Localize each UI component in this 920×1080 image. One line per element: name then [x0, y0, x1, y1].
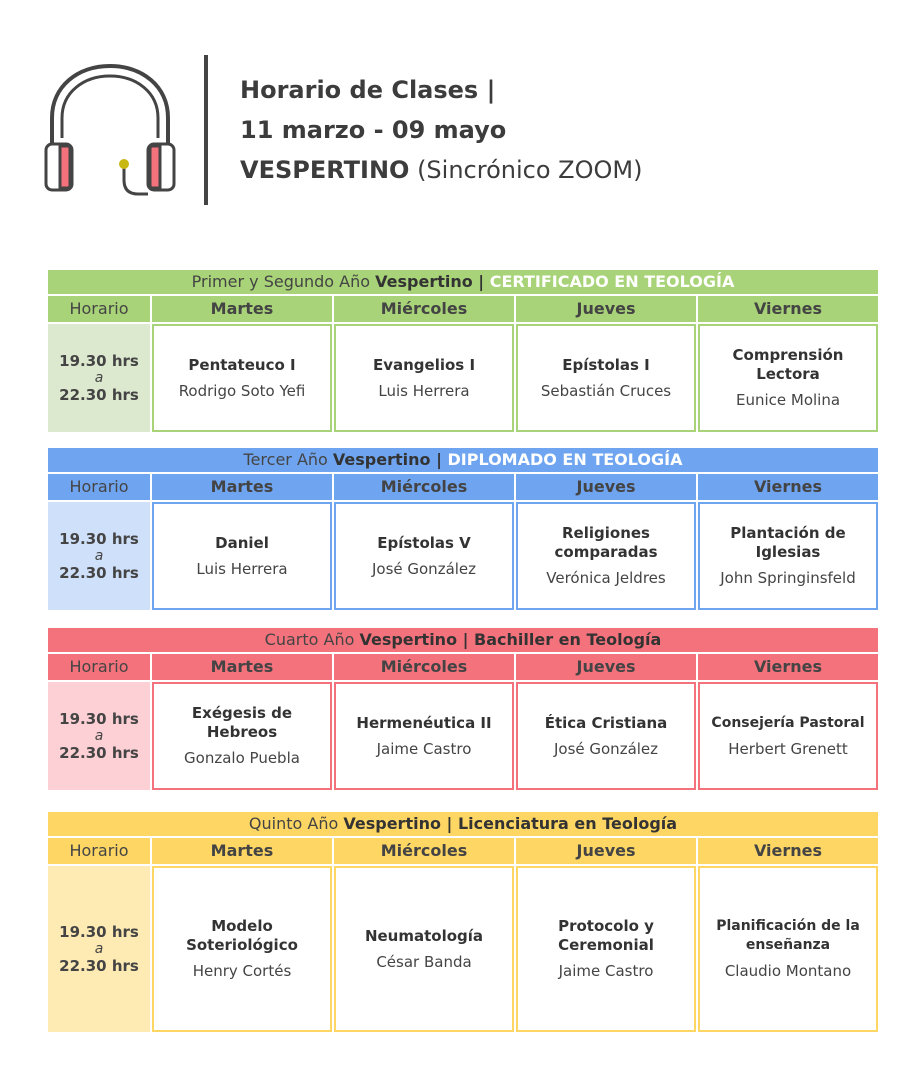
- class-cell-miercoles: [334, 324, 514, 432]
- class-teacher: Jaime Castro: [376, 739, 472, 758]
- class-teacher: Eunice Molina: [735, 391, 841, 409]
- class-teacher: Herbert Grenett: [728, 739, 848, 758]
- section-program: Bachiller en Teología: [474, 630, 662, 649]
- day-viernes: Viernes: [698, 838, 878, 864]
- day-jueves: Jueves: [516, 474, 696, 500]
- time-cell: [48, 682, 150, 790]
- class-cell-viernes: [698, 324, 878, 432]
- title-date-range: 11 marzo - 09 mayo: [240, 116, 507, 144]
- day-header-row: [48, 296, 878, 322]
- class-subject: Epístolas V: [377, 533, 471, 552]
- schedule-section-third-year: [48, 448, 878, 610]
- section-header: [48, 628, 878, 652]
- class-cell-viernes: [698, 502, 878, 610]
- class-cell-viernes: [698, 682, 878, 790]
- schedule-section-fifth-year: [48, 812, 878, 1032]
- section-program: CERTIFICADO EN TEOLOGÍA: [489, 272, 735, 291]
- class-cell-miercoles: [334, 682, 514, 790]
- day-miercoles: Miércoles: [334, 654, 514, 680]
- class-subject: Daniel: [215, 533, 269, 552]
- day-martes: Martes: [152, 296, 332, 322]
- section-shift: Vespertino: [375, 272, 473, 291]
- section-program: DIPLOMADO EN TEOLOGÍA: [447, 450, 683, 469]
- header-divider: [204, 55, 208, 205]
- headphones-icon: [40, 58, 180, 198]
- class-teacher: Verónica Jeldres: [546, 569, 666, 587]
- time-start: 19.30 hrs: [59, 709, 139, 728]
- time-end: 22.30 hrs: [59, 563, 139, 582]
- section-shift: Vespertino: [359, 630, 458, 649]
- day-header-row: [48, 654, 878, 680]
- day-jueves: Jueves: [516, 296, 696, 322]
- class-cell-jueves: [516, 682, 696, 790]
- class-subject: Exégesis de Hebreos: [191, 704, 293, 741]
- class-subject: Neumatología: [364, 926, 484, 945]
- class-subject: Hermenéutica II: [356, 713, 492, 732]
- day-miercoles: Miércoles: [334, 474, 514, 500]
- class-teacher: Sebastián Cruces: [540, 381, 672, 400]
- day-viernes: Viernes: [698, 654, 878, 680]
- class-teacher: Rodrigo Soto Yefi: [178, 381, 306, 400]
- section-year: Tercer Año: [243, 450, 333, 469]
- class-cell-martes: [152, 866, 332, 1032]
- section-header: [48, 812, 878, 836]
- section-shift: Vespertino: [343, 814, 441, 833]
- time-cell: [48, 866, 150, 1032]
- day-jueves: Jueves: [516, 654, 696, 680]
- class-subject: Comprensión Lectora: [732, 346, 844, 383]
- class-teacher: John Springinsfeld: [720, 569, 856, 587]
- time-start: 19.30 hrs: [59, 529, 139, 548]
- class-subject: Epístolas I: [562, 355, 650, 374]
- class-cell-jueves: [516, 324, 696, 432]
- day-martes: Martes: [152, 838, 332, 864]
- day-miercoles: Miércoles: [334, 296, 514, 322]
- class-row: [48, 324, 878, 432]
- class-cell-jueves: [516, 502, 696, 610]
- title-line-1: Horario de Clases |: [240, 76, 496, 104]
- title-line-3: [240, 150, 642, 190]
- class-cell-martes: [152, 682, 332, 790]
- title-modality: (Sincrónico ZOOM): [409, 156, 643, 184]
- time-connector: a: [94, 727, 104, 744]
- time-connector: a: [94, 547, 104, 564]
- class-cell-miercoles: [334, 502, 514, 610]
- class-teacher: César Banda: [376, 952, 472, 971]
- page-title: [240, 70, 642, 190]
- class-teacher: José González: [553, 739, 659, 758]
- class-teacher: Jaime Castro: [558, 962, 654, 980]
- class-cell-martes: [152, 324, 332, 432]
- class-cell-martes: [152, 502, 332, 610]
- class-subject: Modelo Soteriológico: [186, 917, 298, 954]
- section-separator: |: [440, 814, 458, 833]
- class-teacher: Luis Herrera: [196, 559, 288, 578]
- class-cell-viernes: [698, 866, 878, 1032]
- title-vespertino: VESPERTINO: [240, 156, 410, 184]
- class-teacher: Luis Herrera: [378, 381, 470, 400]
- class-subject: Pentateuco I: [188, 355, 296, 374]
- day-viernes: Viernes: [698, 474, 878, 500]
- section-separator: |: [472, 272, 490, 291]
- section-year: Quinto Año: [248, 814, 344, 833]
- time-connector: a: [94, 940, 104, 957]
- class-teacher: Claudio Montano: [724, 962, 852, 980]
- day-header-row: [48, 838, 878, 864]
- class-subject: Planificación de la enseñanza: [716, 918, 860, 953]
- section-program: Licenciatura en Teología: [457, 814, 678, 833]
- class-subject: Evangelios I: [372, 355, 476, 374]
- time-start: 19.30 hrs: [59, 922, 139, 941]
- class-teacher: Gonzalo Puebla: [184, 749, 300, 767]
- time-end: 22.30 hrs: [59, 385, 139, 404]
- time-connector: a: [94, 369, 104, 386]
- horario-label: Horario: [48, 838, 150, 864]
- class-row: [48, 502, 878, 610]
- section-separator: |: [430, 450, 448, 469]
- section-header: [48, 270, 878, 294]
- page-header: [0, 0, 920, 230]
- schedule-section-first-second-year: [48, 270, 878, 432]
- day-viernes: Viernes: [698, 296, 878, 322]
- class-subject: Ética Cristiana: [544, 713, 668, 732]
- horario-label: Horario: [48, 296, 150, 322]
- class-cell-jueves: [516, 866, 696, 1032]
- time-end: 22.30 hrs: [59, 743, 139, 762]
- day-jueves: Jueves: [516, 838, 696, 864]
- class-row: [48, 866, 878, 1032]
- horario-label: Horario: [48, 654, 150, 680]
- class-subject: Plantación de Iglesias: [730, 524, 846, 561]
- time-cell: [48, 324, 150, 432]
- class-subject: Religiones comparadas: [554, 524, 658, 561]
- class-subject: Protocolo y Ceremonial: [558, 917, 654, 954]
- day-martes: Martes: [152, 474, 332, 500]
- section-separator: |: [457, 630, 475, 649]
- section-year: Primer y Segundo Año: [191, 272, 376, 291]
- class-row: [48, 682, 878, 790]
- class-subject: Consejería Pastoral: [711, 714, 865, 731]
- section-year: Cuarto Año: [264, 630, 360, 649]
- day-miercoles: Miércoles: [334, 838, 514, 864]
- section-shift: Vespertino: [332, 450, 431, 469]
- time-start: 19.30 hrs: [59, 351, 139, 370]
- day-martes: Martes: [152, 654, 332, 680]
- day-header-row: [48, 474, 878, 500]
- class-teacher: Henry Cortés: [192, 962, 292, 980]
- class-teacher: José González: [371, 559, 477, 578]
- class-cell-miercoles: [334, 866, 514, 1032]
- time-end: 22.30 hrs: [59, 956, 139, 975]
- section-header: [48, 448, 878, 472]
- time-cell: [48, 502, 150, 610]
- schedule-section-fourth-year: [48, 628, 878, 790]
- horario-label: Horario: [48, 474, 150, 500]
